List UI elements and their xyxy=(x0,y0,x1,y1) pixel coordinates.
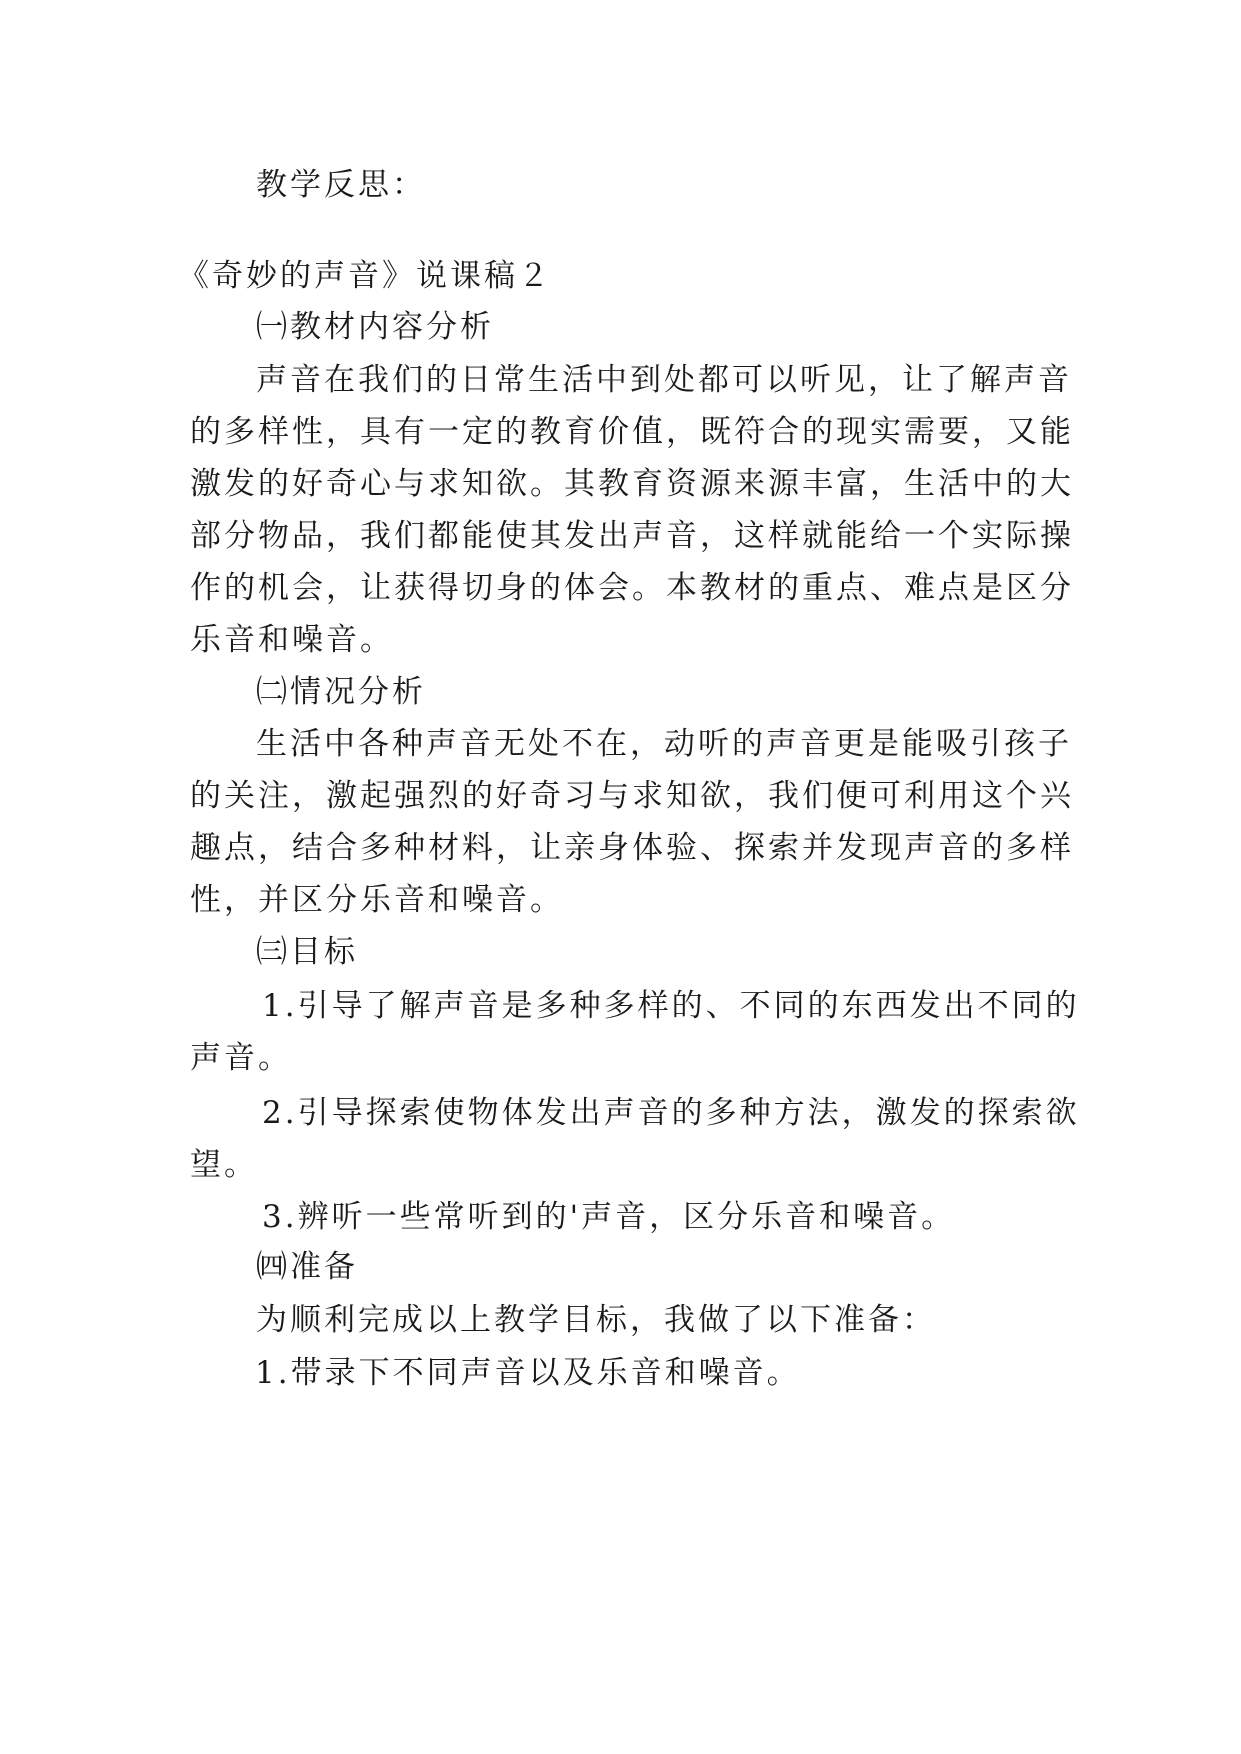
paragraph-line: 的关注，激起强烈的好奇习与求知欲，我们便可利用这个兴 xyxy=(190,778,1074,814)
paragraph-line: 性，并区分乐音和噪音。 xyxy=(190,882,564,918)
section-4-intro: 为顺利完成以上教学目标，我做了以下准备： xyxy=(256,1302,936,1338)
goal-item-continuation: 望。 xyxy=(190,1147,258,1183)
section-2-heading: ㈡情况分析 xyxy=(256,674,426,710)
paragraph-line: 乐音和噪音。 xyxy=(190,622,394,658)
paragraph-line: 趣点，结合多种材料，让亲身体验、探索并发现声音的多样 xyxy=(190,830,1074,866)
goal-item: 3.辨听一些常听到的'声音，区分乐音和噪音。 xyxy=(262,1199,956,1235)
section-title: 《奇妙的声音》说课稿２ xyxy=(178,258,552,294)
section-4-heading: ㈣准备 xyxy=(256,1249,358,1285)
paragraph-line: 生活中各种声音无处不在，动听的声音更是能吸引孩子 xyxy=(256,726,1072,762)
goal-item-continuation: 声音。 xyxy=(190,1040,292,1076)
reflection-label: 教学反思： xyxy=(256,167,426,203)
section-3-heading: ㈢目标 xyxy=(256,934,358,970)
paragraph-line: 部分物品，我们都能使其发出声音，这样就能给一个实际操 xyxy=(190,518,1074,554)
paragraph-line: 作的机会，让获得切身的体会。本教材的重点、难点是区分 xyxy=(190,570,1074,606)
prep-item: 1.带录下不同声音以及乐音和噪音。 xyxy=(255,1355,801,1391)
paragraph-line: 声音在我们的日常生活中到处都可以听见，让了解声音 xyxy=(256,362,1072,398)
paragraph-line: 的多样性，具有一定的教育价值，既符合的现实需要，又能 xyxy=(190,414,1074,450)
goal-item: 2.引导探索使物体发出声音的多种方法，激发的探索欲 xyxy=(262,1095,1080,1131)
goal-item: 1.引导了解声音是多种多样的、不同的东西发出不同的 xyxy=(262,988,1080,1024)
paragraph-line: 激发的好奇心与求知欲。其教育资源来源丰富，生活中的大 xyxy=(190,466,1074,502)
section-1-heading: ㈠教材内容分析 xyxy=(256,309,494,345)
